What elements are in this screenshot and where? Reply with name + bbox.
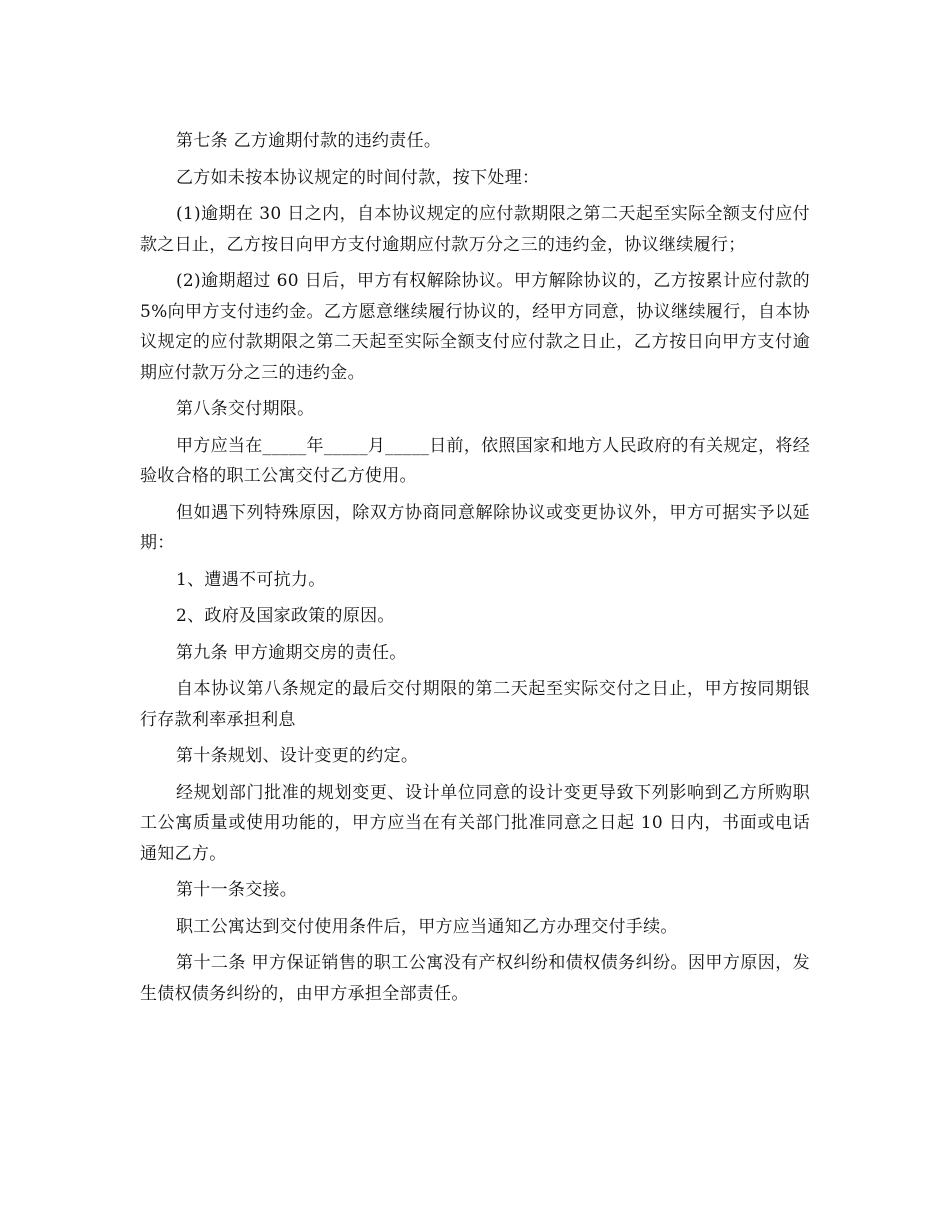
paragraph-extension-reason-2: 2、政府及国家政策的原因。 (176, 606, 395, 626)
paragraph-late-payment-clause-1: (1)逾期在 30 日之内，自本协议规定的应付款期限之第二天起至实际全额支付应付款之日止，乙方按日向甲方支付逾期应付款万分之三的违约金，协议继续履行； (140, 204, 810, 255)
paragraph-late-delivery-liability: 自本协议第八条规定的最后交付期限的第二天起至实际交付之日止，甲方按同期银行存款利率承担利息 (140, 679, 810, 730)
paragraph-article-10-title: 第十条规划、设计变更的约定。 (176, 746, 419, 766)
paragraph-extension-intro: 但如遇下列特殊原因，除双方协商同意解除协议或变更协议外，甲方可据实予以延期： (140, 502, 810, 553)
paragraph-handover: 职工公寓达到交付使用条件后，甲方应当通知乙方办理交付手续。 (176, 916, 678, 937)
paragraph-extension-reason-1: 1、遭遇不可抗力。 (176, 569, 326, 590)
paragraph-design-change: 经规划部门批准的规划变更、设计单位同意的设计变更导致下列影响到乙方所购职工公寓质量或使用功能的，甲方应当在有关部门批准同意之日起 10 日内，书面或电话通知乙方。 (140, 782, 810, 864)
paragraph-article-7-title: 第七条 乙方逾期付款的违约责任。 (176, 131, 442, 151)
document-body (140, 126, 810, 1015)
paragraph-delivery-deadline: 甲方应当在_____年_____月_____日前，依照国家和地方人民政府的有关规定，将经验收合格的职工公寓交付乙方使用。 (140, 435, 810, 486)
paragraph-article-11-title: 第十一条交接。 (176, 880, 298, 900)
paragraph-late-payment-clause-2: (2)逾期超过 60 日后，甲方有权解除协议。甲方解除协议的，乙方按累计应付款的 5%向甲方支付违约金。乙方愿意继续履行协议的，经甲方同意，协议继续履行，自本协议规定的应付款期限之第二天起至实际全额支付应付款之日止，乙方按日向甲方支付逾期应付款万分之三的违约金。 (140, 271, 810, 383)
paragraph-article-9-title: 第九条 甲方逾期交房的责任。 (176, 642, 407, 663)
paragraph-late-payment-intro: 乙方如未按本协议规定的时间付款，按下处理： (176, 167, 540, 188)
paragraph-article-8-title: 第八条交付期限。 (176, 399, 315, 419)
paragraph-article-12: 第十二条 甲方保证销售的职工公寓没有产权纠纷和债权债务纠纷。因甲方原因，发生债权债务纠纷的，由甲方承担全部责任。 (140, 953, 810, 1004)
